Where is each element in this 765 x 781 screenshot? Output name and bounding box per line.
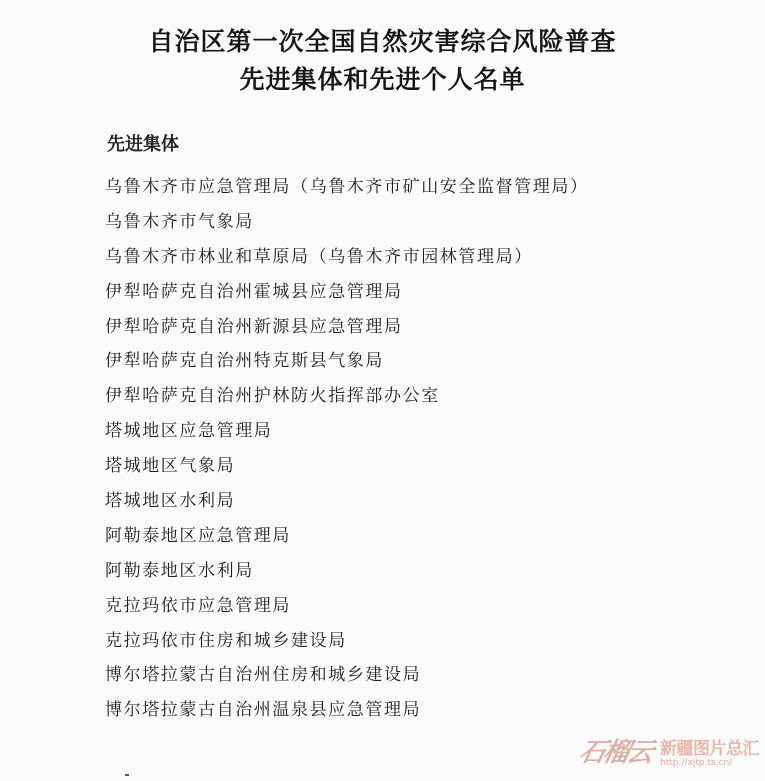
scan-mark bbox=[125, 774, 129, 776]
list-item: 乌鲁木齐市应急管理局（乌鲁木齐市矿山安全监督管理局） bbox=[105, 177, 589, 197]
list-item: 乌鲁木齐市林业和草原局（乌鲁木齐市园林管理局） bbox=[105, 246, 533, 267]
list-item: 博尔塔拉蒙古自治州住房和城乡建设局 bbox=[105, 665, 422, 686]
list-item: 塔城地区水利局 bbox=[105, 491, 236, 512]
watermark-url: http://xjtp.ts.cn/ bbox=[660, 758, 733, 768]
title-line-2: 先进集体和先进个人名单 bbox=[239, 65, 526, 94]
list-item: 阿勒泰地区水利局 bbox=[105, 560, 254, 581]
list-item: 塔城地区应急管理局 bbox=[105, 421, 273, 442]
list-item: 伊犁哈萨克自治州新源县应急管理局 bbox=[105, 316, 403, 337]
list-item: 塔城地区气象局 bbox=[105, 456, 236, 477]
title-line-1: 自治区第一次全国自然灾害综合风险普查 bbox=[148, 27, 617, 56]
list-item: 伊犁哈萨克自治州霍城县应急管理局 bbox=[105, 281, 403, 302]
list-item: 克拉玛依市住房和城乡建设局 bbox=[105, 630, 347, 651]
watermark-text bbox=[660, 740, 759, 769]
list-item: 克拉玛依市应急管理局 bbox=[105, 595, 291, 616]
section-heading: 先进集体 bbox=[107, 134, 179, 155]
list-item: 乌鲁木齐市气象局 bbox=[105, 211, 254, 232]
watermark-logo: 石榴云 bbox=[576, 738, 655, 768]
document-title bbox=[0, 23, 765, 99]
list-item: 阿勒泰地区应急管理局 bbox=[105, 525, 291, 546]
list-item: 伊犁哈萨克自治州特克斯县气象局 bbox=[105, 351, 384, 372]
advanced-collective-list bbox=[105, 173, 589, 731]
watermark bbox=[576, 732, 759, 769]
list-item: 博尔塔拉蒙古自治州温泉县应急管理局 bbox=[105, 700, 422, 721]
watermark-site-name: 新疆图片总汇 bbox=[660, 739, 759, 759]
list-item: 伊犁哈萨克自治州护林防火指挥部办公室 bbox=[105, 386, 440, 407]
